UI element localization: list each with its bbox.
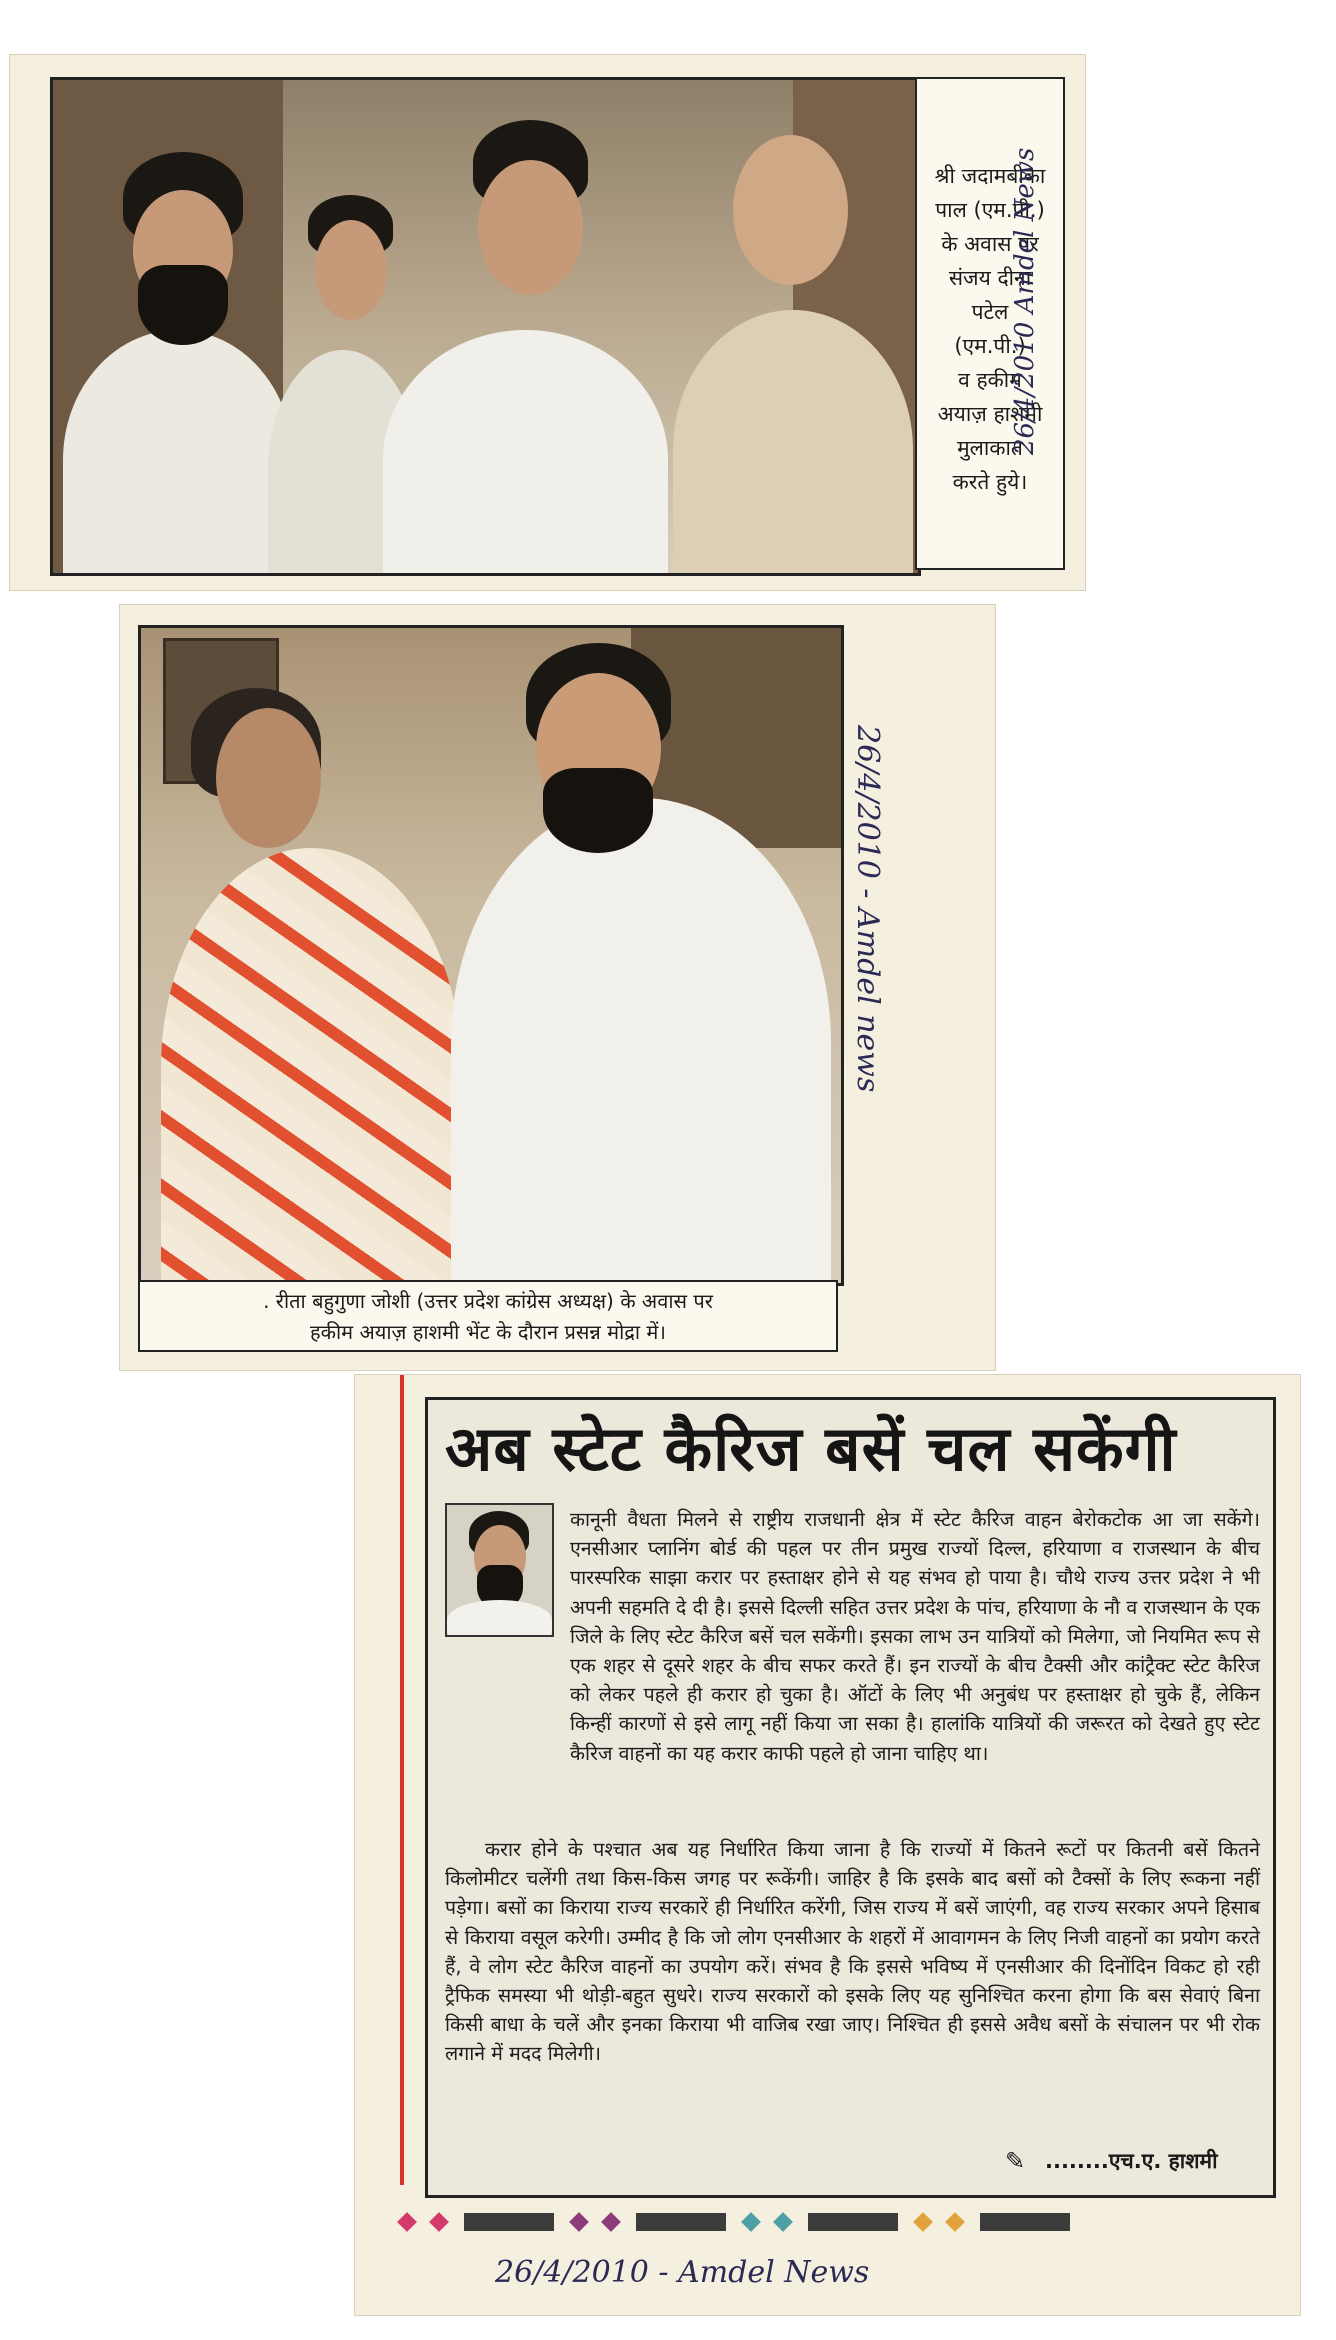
caption-line: पाल (एम.पी.): [935, 198, 1045, 222]
caption-line: (एम.पी.): [954, 334, 1026, 358]
clipping-3-handwritten-date: 26/4/2010 - Amdel News: [495, 2255, 870, 2290]
article-paragraph-2-text: करार होने के पश्चात अब यह निर्धारित किया जाना है कि राज्यों में कितने रूटों पर कितनी बसें कितने किलोमीटर चलेंगी तथा किस-किस जगह पर रूकेंगी। जाहिर है कि इसके बाद बसों को टैक्सों के लिए रूकना नहीं पड़ेगा। बसों का किराया राज्य सरकारें ही निर्धारित करेंगी, जिस राज्य में बसें जाएंगी, वह राज्य सरकार अपने हिसाब से किराया वसूल करेगी। उम्मीद है कि जो लोग एनसीआर के शहरों में आवागमन के लिए निजी वाहनों का प्रयोग करते हैं, वे लोग स्टेट कैरिज वाहनों का उपयोग करें। संभव है कि इससे भविष्य में एनसीआर की दिनोंदिन विकट हो रही ट्रैफिक समस्या भी थोड़ी-बहुत सुधरे। राज्य सरकारों को इसके लिए यह सुनिश्चित करना होगा कि बस सेवाएं बिना किसी बाधा के चलें और इनका किराया भी वाजिब रखा जाए। निश्चित ही इससे अवैध बसों के संचालन पर भी रोक लगाने में मदद मिलेगी।: [445, 1838, 1260, 2066]
decorative-border: [400, 2213, 1270, 2231]
article-headline: अब स्टेट कैरिज बसें चल सकेंगी: [445, 1412, 1177, 1485]
photo-meeting-two-people: [138, 625, 844, 1286]
caption-line: . रीता बहुगुणा जोशी (उत्तर प्रदेश कांग्रेस अध्यक्ष) के अवास पर: [263, 1289, 713, 1313]
caption-line: हकीम अयाज़ हाशमी भेंट के दौरान प्रसन्न मोद्रा में।: [310, 1320, 666, 1344]
caption-line: श्री जदामबीका: [934, 164, 1046, 188]
article-paragraph-1-text: कानूनी वैधता मिलने से राष्ट्रीय राजधानी क्षेत्र में स्टेट कैरिज वाहन बेरोकटोक आ जा सकेंगे। एनसीआर प्लानिंग बोर्ड की पहल पर तीन प्रमुख राज्यों दिल्ल, हरियाणा व राजस्थान के बीच पारस्परिक साझा करार पर हस्ताक्षर होने से यह संभव हो पाया है। चौथे राज्य उत्तर प्रदेश ने भी अपनी सहमति दे दी है। इससे दिल्ली सहित उत्तर प्रदेश के पांच, हरियाणा के नौ व राजस्थान के एक जिले के लिए स्टेट कैरिज बसें चल सकेंगी। इसका लाभ उन यात्रियों को मिलेगा, जो नियमित रूप से एक शहर से दूसरे शहर के बीच सफर करते हैं। इन राज्यों के बीच टैक्सी और कांट्रैक्ट स्टेट कैरिज को लेकर पहले ही करार हो चुका है। ऑटों के लिए भी अनुबंध पर हस्ताक्षर हो चुके हैं, लेकिन किन्हीं कारणों से इसे लागू नहीं किया जा सका है। हालांकि यात्रियों की जरूरत को देखते हुए स्टेट कैरिज वाहनों का यह करार काफी पहले हो जाना चाहिए था।: [570, 1508, 1260, 1765]
caption-line: मुलाकात: [957, 436, 1023, 460]
article-byline: ........एच.ए. हाशमी: [1045, 2149, 1218, 2173]
red-rule: [400, 1375, 404, 2185]
clipping-3-editorial: [355, 1375, 1300, 2315]
clipping-2-caption: [138, 1280, 838, 1352]
clipping-1-caption: [915, 77, 1065, 570]
article-paragraph-1: [570, 1505, 1260, 1768]
clipping-2-handwritten-date: 26/4/2010 - Amdel news: [850, 725, 885, 1093]
photo-meeting-four-men: [50, 77, 921, 576]
caption-line: के अवास पर: [941, 232, 1039, 256]
clipping-2: [120, 605, 995, 1370]
author-photo: [445, 1503, 554, 1637]
person-4: [673, 310, 913, 576]
person-1: [63, 330, 293, 576]
caption-line: करते हुये।: [952, 470, 1028, 494]
caption-line: पटेल: [971, 300, 1009, 324]
article-paragraph-2: [445, 1835, 1260, 2069]
clipping-1-handwritten-date: 26/4/2010 Amdel News: [1010, 147, 1040, 455]
man-in-kurta: [451, 798, 831, 1286]
clipping-1: [10, 55, 1085, 590]
caption-line: संजय दीना: [948, 266, 1032, 290]
pen-icon: ✎: [1005, 2147, 1026, 2175]
person-3: [383, 330, 668, 576]
caption-line: व हकीम: [958, 368, 1022, 392]
caption-line: अयाज़ हाशमी: [937, 402, 1043, 426]
woman-in-saree: [161, 848, 461, 1286]
